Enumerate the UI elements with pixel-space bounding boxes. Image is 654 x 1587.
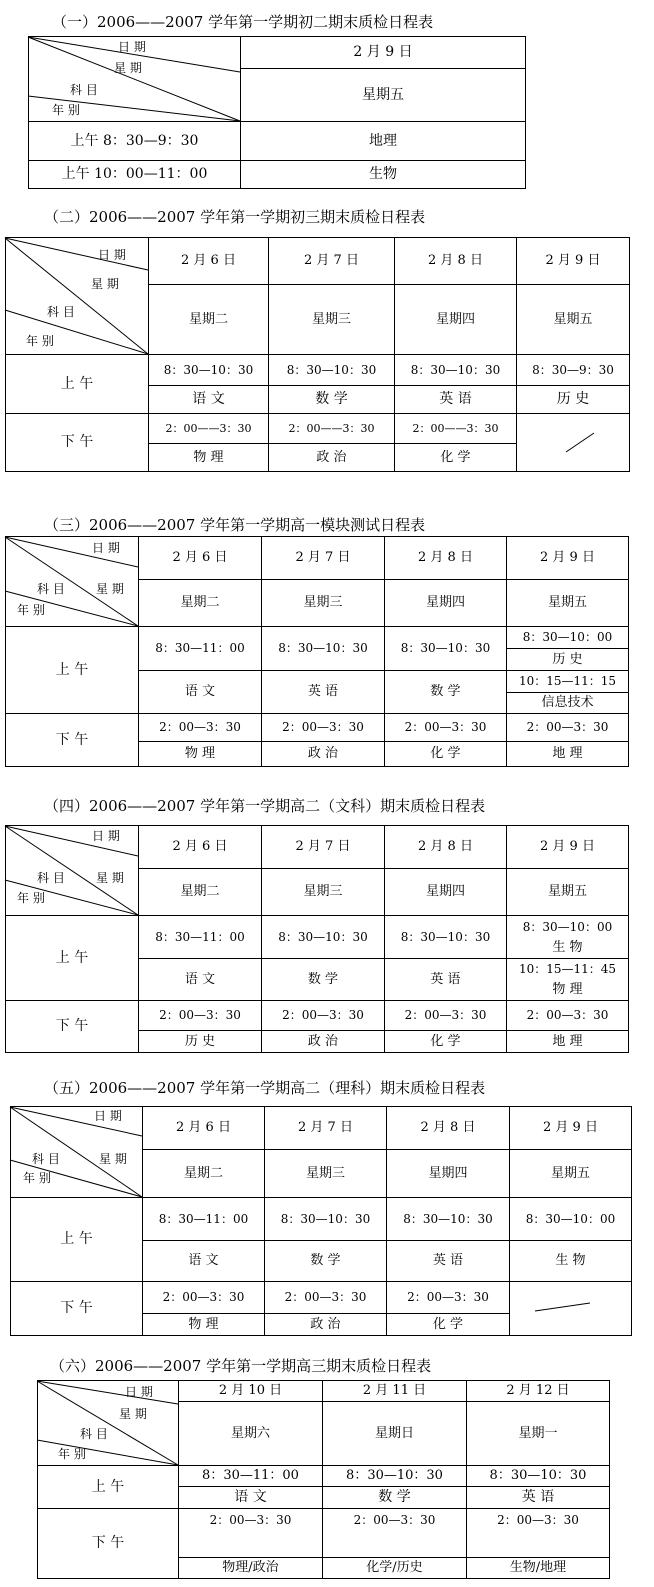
t3-pm-time-1: 2：00—3：30 [282,720,364,735]
t4-am-label: 上 午 [55,949,89,966]
t2-am-time-3: 8：30—9：30 [532,362,614,377]
t5-date-3: 2 月 9 日 [543,1120,598,1136]
t1-header-grade: 年 别 [52,103,80,117]
t3-weekday-1: 星期三 [303,595,343,611]
t2-pm-subject-2: 化 学 [440,449,471,465]
t5-am-subject-2: 英 语 [432,1253,464,1269]
t3-date-3: 2 月 9 日 [540,550,595,566]
t3-date-0: 2 月 6 日 [172,550,228,566]
t6-am-label: 上 午 [91,1478,125,1495]
t4-weekday-1: 星期三 [303,884,343,900]
t3-weekday-0: 星期二 [180,595,220,611]
t5-am-subject-1: 数 学 [310,1253,341,1269]
t2-am-label: 上 午 [60,375,94,392]
t3-am-subject-0: 语 文 [184,684,216,700]
t5-weekday-0: 星期二 [183,1165,223,1181]
t1-row2-subject: 生物 [369,166,397,183]
t3-date-1: 2 月 7 日 [295,550,351,566]
t3-pm-time-0: 2：00—3：30 [159,720,241,735]
t1-row2-time: 上午 10：00—11：00 [61,166,208,183]
t4-fri-am-subject-2: 物 理 [552,981,583,997]
t1-weekday: 星期五 [362,86,404,103]
t3-fri-am-subject-2: 信息技术 [541,695,594,711]
t6-weekday-1: 星期日 [374,1425,414,1441]
t1-row1-subject: 地理 [369,132,397,149]
t4-fri-am-subject-1: 生 物 [552,939,583,955]
t2-header-subject: 科 目 [47,305,75,319]
t5-header-grade: 年 别 [23,1171,51,1185]
t1-row1-time: 上午 8：30—9：30 [70,132,199,149]
t5-am-time-0: 8：30—11：00 [158,1211,249,1226]
t4-header-grade: 年 别 [17,891,45,905]
t2-date-2: 2 月 8 日 [428,253,483,269]
t2-weekday-1: 星期三 [311,311,351,327]
t5-am-time-3: 8：30—10：00 [525,1211,616,1226]
t3-fri-am-time-2: 10：15—11：15 [518,674,617,689]
t3-fri-am-subject-1: 历 史 [552,651,583,667]
t2-am-time-0: 8：30—10：30 [163,362,254,377]
t4-pm-time-1: 2：00—3：30 [282,1008,364,1023]
t2-am-time-2: 8：30—10：30 [410,362,501,377]
t3-header-date: 日 期 [92,541,120,555]
t4-am-subject-2: 英 语 [430,971,461,987]
t4-weekday-3: 星期五 [547,884,587,900]
t4-date-1: 2 月 7 日 [295,839,351,855]
t5-date-0: 2 月 6 日 [176,1120,231,1136]
t5-weekday-2: 星期四 [428,1165,468,1181]
t2-date-3: 2 月 9 日 [545,253,601,269]
t4-weekday-2: 星期四 [425,884,465,900]
t5-pm-subject-2: 化 学 [432,1316,464,1332]
t4-header-date: 日 期 [92,829,120,843]
t1-header-subject: 科 目 [70,83,98,97]
t6-pm-time-2: 2：00—3：30 [497,1512,579,1527]
t3-header-grade: 年 别 [17,603,45,617]
t4-pm-subject-1: 政 治 [307,1033,339,1049]
t5-pm-subject-0: 物 理 [188,1316,219,1332]
t6-date-0: 2 月 10 日 [218,1383,283,1399]
t6-header-weekday: 星 期 [119,1407,147,1421]
t4-header-subject: 科 目 [37,871,65,885]
t5-am-label: 上 午 [60,1231,93,1248]
t2-am-subject-3: 历 史 [556,391,590,408]
t6-date-2: 2 月 12 日 [506,1383,570,1399]
t6-header-date: 日 期 [125,1385,153,1399]
t2-pm-time-2: 2：00——3：30 [412,421,499,435]
t6-am-subject-2: 英 语 [521,1489,555,1506]
t5-pm-time-0: 2：00—3：30 [162,1290,245,1305]
t3-am-subject-1: 英 语 [307,684,339,700]
t3-am-time-0: 8：30—11：00 [155,641,245,656]
t2-pm-subject-1: 政 治 [316,449,347,465]
t4-fri-am-time-2: 10：15—11：45 [518,962,617,977]
t4-pm-subject-3: 地 理 [552,1033,583,1049]
t4-date-0: 2 月 6 日 [172,839,228,855]
t4-am-time-1: 8：30—10：30 [278,929,368,944]
t3-header-subject: 科 目 [37,582,65,596]
t3-pm-label: 下 午 [55,731,89,748]
t2-date-1: 2 月 7 日 [304,253,359,269]
t4-fri-am-time-1: 8：30—10：00 [522,919,613,934]
t5-am-time-1: 8：30—10：30 [280,1211,371,1226]
table5-title: （五）2006——2007 学年第一学期高二（理科）期末质检日程表 [44,1079,486,1097]
t3-weekday-3: 星期五 [547,595,587,611]
t2-weekday-3: 星期五 [553,311,593,327]
t2-weekday-0: 星期二 [188,311,228,327]
t2-pm-time-0: 2：00——3：30 [165,421,252,435]
t2-am-time-1: 8：30—10：30 [286,362,377,377]
t3-pm-subject-1: 政 治 [307,746,339,762]
t2-am-subject-0: 语 文 [192,391,225,408]
t4-pm-subject-2: 化 学 [430,1033,461,1049]
t4-am-subject-1: 数 学 [307,971,339,987]
t3-am-label: 上 午 [55,661,89,678]
t2-pm-label: 下 午 [60,434,94,451]
t6-pm-subject-2: 生物/地理 [509,1560,567,1576]
t3-pm-subject-0: 物 理 [184,746,216,762]
t6-pm-time-1: 2：00—3：30 [353,1512,436,1527]
t3-am-time-1: 8：30—10：30 [278,641,368,656]
t5-weekday-1: 星期三 [305,1165,345,1181]
t2-weekday-2: 星期四 [435,311,475,327]
t5-am-time-2: 8：30—10：30 [403,1211,493,1226]
t3-date-2: 2 月 8 日 [418,550,473,566]
t3-pm-time-2: 2：00—3：30 [404,720,487,735]
t2-date-0: 2 月 6 日 [181,253,236,269]
t6-header-grade: 年 别 [58,1447,86,1461]
table1-title: （一）2006——2007 学年第一学期初二期末质检日程表 [52,13,434,31]
t6-date-1: 2 月 11 日 [362,1383,427,1399]
t4-pm-time-0: 2：00—3：30 [159,1008,241,1023]
t1-header-date: 日 期 [118,40,146,54]
t5-header-subject: 科 目 [32,1152,60,1166]
t5-date-1: 2 月 7 日 [298,1120,353,1136]
t5-date-2: 2 月 8 日 [420,1120,476,1136]
t1-date: 2 月 9 日 [353,44,413,61]
t3-pm-subject-2: 化 学 [430,746,461,762]
table4-title: （四）2006——2007 学年第一学期高二（文科）期末质检日程表 [44,797,486,815]
t2-header-date: 日 期 [98,248,126,262]
t3-fri-am-time-1: 8：30—10：00 [522,630,613,645]
t6-pm-time-0: 2：00—3：30 [209,1512,292,1527]
t2-pm-time-1: 2：00——3：30 [288,421,375,435]
t4-pm-time-2: 2：00—3：30 [404,1008,487,1023]
t4-weekday-0: 星期二 [180,884,220,900]
t5-pm-subject-1: 政 治 [310,1316,341,1332]
t2-header-grade: 年 别 [26,334,54,348]
t4-am-time-2: 8：30—10：30 [400,929,491,944]
t5-am-subject-3: 生 物 [555,1253,586,1269]
t1-header-weekday: 星 期 [114,61,142,75]
t5-weekday-3: 星期五 [550,1165,590,1181]
t2-header-weekday: 星 期 [91,277,119,291]
t6-pm-subject-1: 化学/历史 [366,1560,423,1576]
t3-pm-subject-3: 地 理 [552,746,583,762]
t5-pm-time-2: 2：00—3：30 [407,1290,489,1305]
t4-header-weekday: 星 期 [96,871,124,885]
t2-am-subject-1: 数 学 [315,391,348,408]
t4-date-2: 2 月 8 日 [418,839,473,855]
t3-pm-time-3: 2：00—3：30 [526,720,609,735]
t5-pm-label: 下 午 [60,1300,93,1317]
t3-am-time-2: 8：30—10：30 [400,641,491,656]
t6-am-subject-1: 数 学 [378,1489,411,1506]
table6-title: （六）2006——2007 学年第一学期高三期末质检日程表 [50,1357,432,1375]
t4-date-3: 2 月 9 日 [540,839,595,855]
t2-pm-subject-0: 物 理 [193,449,224,465]
t6-header-subject: 科 目 [80,1427,108,1441]
t4-pm-subject-0: 历 史 [184,1033,216,1049]
t2-am-subject-2: 英 语 [439,391,472,408]
t5-header-weekday: 星 期 [99,1152,127,1166]
t6-pm-subject-0: 物理/政治 [222,1560,279,1576]
table2-title: （二）2006——2007 学年第一学期初三期末质检日程表 [44,208,426,226]
t4-pm-time-3: 2：00—3：30 [526,1008,609,1023]
t4-pm-label: 下 午 [55,1018,89,1035]
t6-am-time-1: 8：30—10：30 [346,1468,443,1484]
t6-pm-label: 下 午 [91,1535,125,1552]
t3-header-weekday: 星 期 [96,582,124,596]
table3-title: （三）2006——2007 学年第一学期高一模块测试日程表 [44,516,426,534]
t5-am-subject-0: 语 文 [188,1253,219,1269]
t6-am-time-2: 8：30—10：30 [489,1468,587,1484]
t5-header-date: 日 期 [94,1109,122,1123]
t3-weekday-2: 星期四 [425,595,465,611]
t6-weekday-0: 星期六 [230,1425,270,1441]
t5-pm-time-1: 2：00—3：30 [284,1290,367,1305]
t4-am-time-0: 8：30—11：00 [155,929,245,944]
t6-weekday-2: 星期一 [518,1425,558,1441]
t3-am-subject-2: 数 学 [430,684,461,700]
t4-am-subject-0: 语 文 [184,971,216,987]
t6-am-time-0: 8：30—11：00 [202,1468,299,1484]
t6-am-subject-0: 语 文 [234,1489,267,1506]
